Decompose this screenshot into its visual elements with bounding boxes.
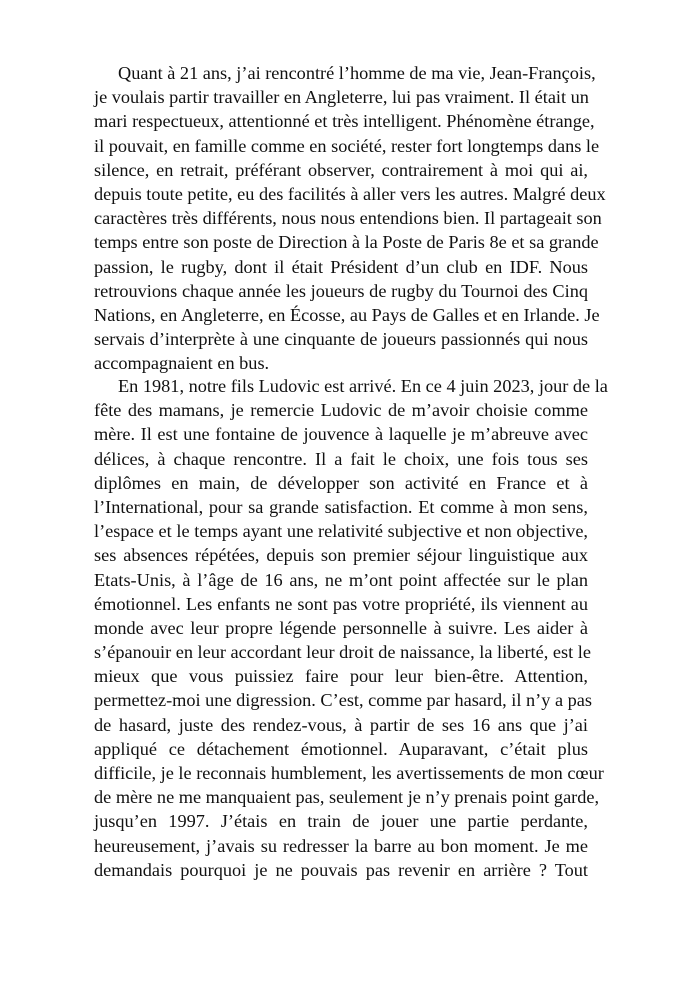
- text-line: Quant à 21 ans, j’ai rencontré l’homme de ma vie, Jean-François,: [118, 63, 596, 83]
- text-line: délices, à chaque rencontre. Il a fait le choix, une fois tous ses: [94, 448, 588, 469]
- text-line: ses absences répétées, depuis son premier séjour linguistique aux: [94, 545, 588, 566]
- text-line: il pouvait, en famille comme en société, rester fort longtemps dans le: [94, 135, 600, 156]
- text-line: Nations, en Angleterre, en Écosse, au Pays de Galles et en Irlande. Je: [94, 304, 600, 325]
- text-line: depuis toute petite, eu des facilités à aller vers les autres. Malgré deux: [94, 183, 606, 204]
- text-line: mieux que vous puissiez faire pour leur bien-être. Attention,: [94, 666, 588, 687]
- text-line: Etats-Unis, à l’âge de 16 ans, ne m’ont point affectée sur le plan: [94, 569, 588, 590]
- text-line: de hasard, juste des rendez-vous, à partir de ses 16 ans que j’ai: [94, 714, 588, 735]
- text-line: temps entre son poste de Direction à la Poste de Paris 8e et sa grande: [94, 232, 599, 253]
- text-line: l’International, pour sa grande satisfaction. Et comme à mon sens,: [94, 496, 588, 517]
- text-line: mère. Il est une fontaine de jouvence à laquelle je m’abreuve avec: [94, 424, 588, 445]
- text-line: servais d’interprète à une cinquante de joueurs passionnés qui nous: [94, 329, 588, 350]
- text-line: de mère ne me manquaient pas, seulement je n’y prenais point garde,: [94, 787, 600, 808]
- text-line: caractères très différents, nous nous entendions bien. Il partageait son: [94, 208, 602, 229]
- text-line: s’épanouir en leur accordant leur droit de naissance, la liberté, est le: [94, 642, 591, 663]
- text-line: difficile, je le reconnais humblement, les avertissements de mon cœur: [94, 763, 604, 783]
- paragraph-1: [94, 61, 606, 375]
- text-line: passion, le rugby, dont il était Président d’un club en IDF. Nous: [94, 256, 588, 277]
- text-line: émotionnel. Les enfants ne sont pas votre propriété, ils viennent au: [94, 593, 588, 614]
- text-line: demandais pourquoi je ne pouvais pas revenir en arrière ? Tout: [94, 859, 588, 880]
- text-line: diplômes en main, de développer son activité en France et à: [94, 472, 588, 493]
- text-line: permettez-moi une digression. C’est, comme par hasard, il n’y a pas: [94, 690, 593, 711]
- text-line: accompagnaient en bus.: [94, 353, 270, 374]
- paragraph-2: [94, 374, 608, 882]
- text-line: appliqué ce détachement émotionnel. Auparavant, c’était plus: [94, 738, 588, 759]
- text-line: silence, en retrait, préférant observer, contrairement à moi qui ai,: [94, 159, 588, 180]
- text-line: retrouvions chaque année les joueurs de rugby du Tournoi des Cinq: [94, 280, 588, 301]
- text-line: heureusement, j’avais su redresser la barre au bon moment. Je me: [94, 835, 588, 856]
- text-line: mari respectueux, attentionné et très intelligent. Phénomène étrange,: [94, 111, 595, 132]
- text-line: jusqu’en 1997. J’étais en train de jouer une partie perdante,: [94, 811, 588, 832]
- text-line: monde avec leur propre légende personnelle à suivre. Les aider à: [94, 617, 588, 638]
- text-line: l’espace et le temps ayant une relativité subjective et non objective,: [94, 521, 588, 542]
- text-line: En 1981, notre fils Ludovic est arrivé. En ce 4 juin 2023, jour de la: [118, 376, 608, 396]
- text-line: je voulais partir travailler en Angleterre, lui pas vraiment. Il était un: [94, 87, 589, 108]
- text-line: fête des mamans, je remercie Ludovic de m’avoir choisie comme: [94, 400, 588, 421]
